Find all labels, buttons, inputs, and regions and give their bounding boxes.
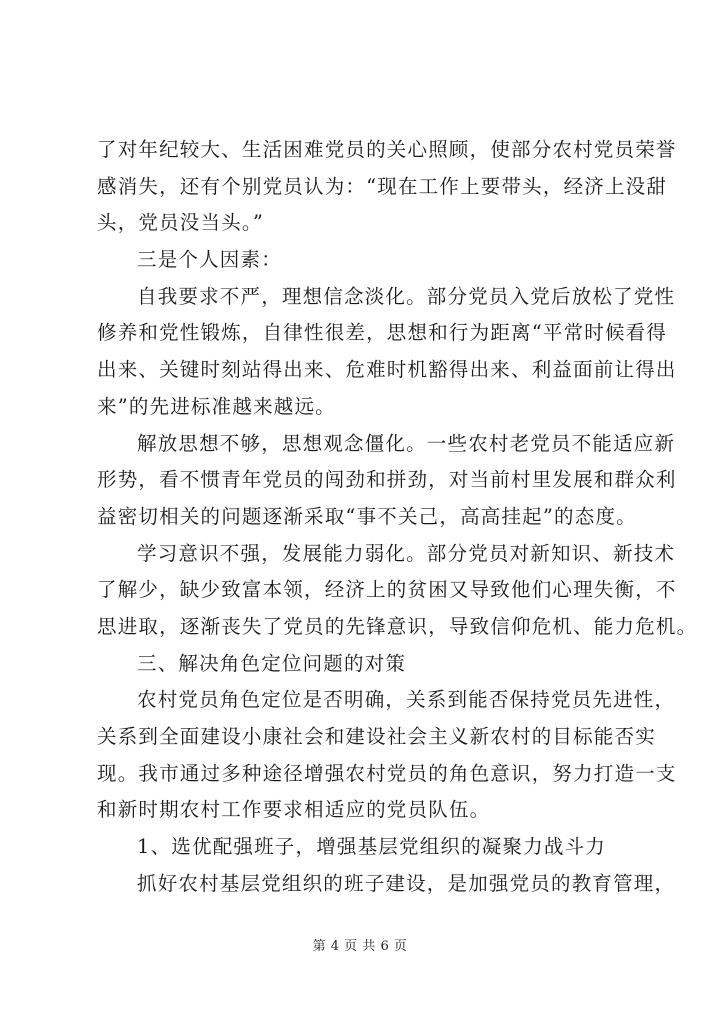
text-line: 1、选优配强班子，增强基层党组织的凝聚力战斗力 xyxy=(137,835,607,859)
text-line: 头，党员没当头。” xyxy=(97,211,265,235)
text-line: 现。我市通过多种途径增强农村党员的角色意识，努力打造一支 xyxy=(97,761,677,785)
text-line: 三、解决角色定位问题的对策 xyxy=(137,651,407,675)
text-line: 思进取，逐渐丧失了党员的先锋意识，导致信仰危机、能力危机。 xyxy=(97,614,698,638)
text-line: 学习意识不强，发展能力弱化。部分党员对新知识、新技术 xyxy=(137,541,676,565)
text-line: 了对年纪较大、生活困难党员的关心照顾，使部分农村党员荣誉 xyxy=(97,138,677,161)
text-line: 关系到全面建设小康社会和建设社会主义新农村的目标能否实 xyxy=(97,725,656,748)
document-body xyxy=(97,132,698,902)
text-line: 三是个人因素： xyxy=(137,248,282,272)
text-line: 自我要求不严，理想信念淡化。部分党员入党后放松了党性 xyxy=(137,284,676,308)
text-line: 感消失，还有个别党员认为：“现在工作上要带头，经济上没甜 xyxy=(97,174,668,198)
text-line: 和新时期农村工作要求相适应的党员队伍。 xyxy=(97,798,491,822)
text-line: 形势，看不惯青年党员的闯劲和拼劲，对当前村里发展和群众利 xyxy=(97,468,677,492)
text-line: 来”的先进标准越来越远。 xyxy=(97,394,336,418)
text-line: 了解少，缺少致富本领，经济上的贫困又导致他们心理失衡，不 xyxy=(97,578,677,602)
text-line: 抓好农村基层党组织的班子建设，是加强党员的教育管理， xyxy=(137,871,676,895)
text-line: 益密切相关的问题逐渐采取“事不关己，高高挂起”的态度。 xyxy=(97,504,637,528)
page-footer: 第 4 页 共 6 页 xyxy=(312,939,408,954)
text-line: 出来、关键时刻站得出来、危难时机豁得出来、利益面前让得出 xyxy=(97,358,677,382)
text-line: 解放思想不够，思想观念僵化。一些农村老党员不能适应新 xyxy=(137,431,676,455)
text-line: 修养和党性锻炼，自律性很差，思想和行为距离“平常时候看得 xyxy=(97,321,668,345)
text-line: 农村党员角色定位是否明确，关系到能否保持党员先进性， xyxy=(137,688,676,712)
